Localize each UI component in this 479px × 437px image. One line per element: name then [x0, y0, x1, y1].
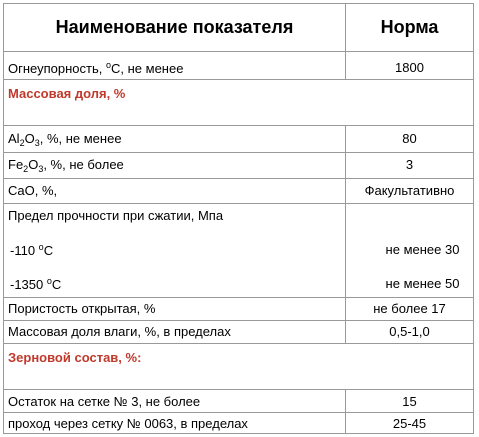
- specifications-table: [3, 3, 474, 434]
- table-row-fe2o3: [4, 153, 473, 178]
- section-grain-composition-title: Зерновой состав, %:: [8, 350, 142, 365]
- al2o3-label: $Al_2O_3$, %, не менее: [8, 131, 122, 148]
- refractoriness-label: Огнеупорность, $^о$С, не менее: [8, 60, 184, 76]
- strength-temp-110: -110 $^о$С: [10, 242, 54, 258]
- al2o3-value: 80: [402, 131, 417, 146]
- strength-value-1350: не менее 50: [385, 276, 460, 291]
- strength-label: Предел прочности при сжатии, Мпа: [8, 208, 224, 223]
- fe2o3-value: 3: [405, 157, 414, 172]
- section-mass-fraction-title: Массовая доля, %: [8, 86, 126, 101]
- table-row-moisture: [4, 321, 473, 343]
- strength-value-110: не менее 30: [385, 242, 460, 257]
- table-row-compressive-strength: [4, 204, 473, 297]
- section-mass-fraction: [4, 80, 473, 125]
- sieve-0063-label: проход через сетку № 0063, в пределах: [8, 416, 248, 431]
- porosity-value: не более 17: [373, 301, 446, 316]
- table-row-sieve-3: [4, 390, 473, 412]
- section-grain-composition: [4, 344, 473, 389]
- table-row-cao: [4, 179, 473, 203]
- table-row-sieve-0063: [4, 413, 473, 433]
- porosity-label: Пористость открытая, %: [8, 301, 156, 316]
- cao-value: Факультативно: [364, 183, 455, 198]
- fe2o3-label: $Fe_2O_3$, %, не более: [8, 157, 124, 174]
- sieve-3-value: 15: [402, 394, 417, 409]
- header-norm: Норма: [345, 4, 473, 51]
- strength-temp-1350: -1350 $^о$С: [10, 276, 62, 292]
- moisture-value: 0,5-1,0: [389, 324, 430, 339]
- sieve-0063-value: 25-45: [392, 416, 427, 431]
- table-row-refractoriness: [4, 52, 473, 79]
- table-header-row: [4, 4, 473, 51]
- cao-label: CaO, %,: [8, 183, 58, 198]
- refractoriness-value: 1800: [395, 60, 424, 75]
- moisture-label: Массовая доля влаги, %, в пределах: [8, 324, 231, 339]
- sieve-3-label: Остаток на сетке № 3, не более: [8, 394, 201, 409]
- table-row-al2o3: [4, 126, 473, 152]
- header-indicator-name: Наименование показателя: [55, 17, 294, 37]
- table-row-porosity: [4, 298, 473, 320]
